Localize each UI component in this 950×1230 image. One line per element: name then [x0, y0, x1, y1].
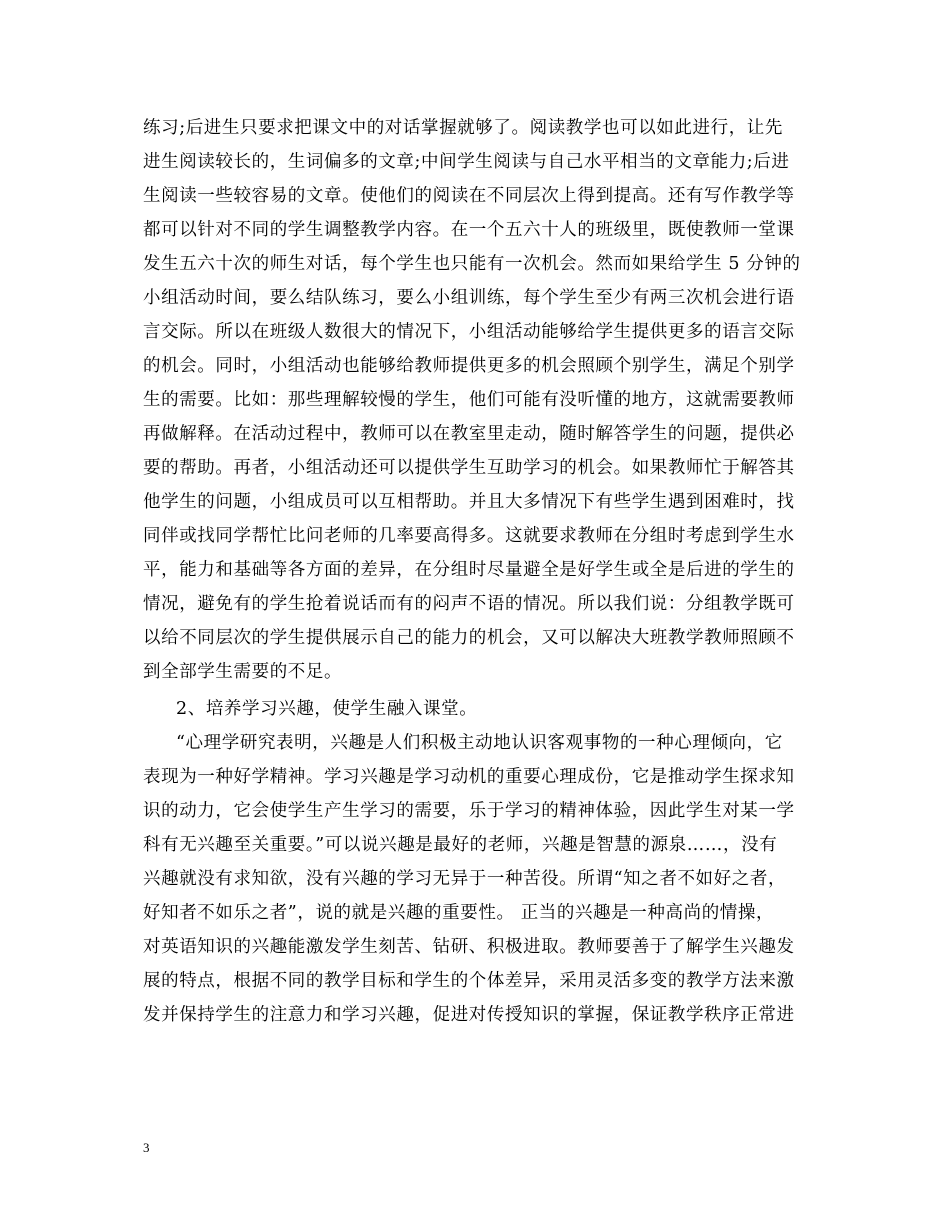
- body-text-line: 发生五六十次的师生对话，每个学生也只能有一次机会。然而如果给学生 5 分钟的: [143, 254, 801, 274]
- body-text-line: 对英语知识的兴趣能激发学生刻苦、钻研、积极进取。教师要善于了解学生兴趣发: [143, 937, 795, 957]
- body-text-line: 平，能力和基础等各方面的差异，在分组时尽量避全是好学生或全是后进的学生的: [143, 560, 795, 580]
- body-text-line: 识的动力，它会使学生产生学习的需要，乐于学习的精神体验，因此学生对某一学: [143, 801, 795, 821]
- body-text-line: 的机会。同时，小组活动也能够给教师提供更多的机会照顾个别学生，满足个别学: [143, 356, 795, 376]
- body-text-line: 兴趣就没有求知欲，没有兴趣的学习无异于一种苦役。所谓“知之者不如好之者，: [143, 869, 787, 889]
- body-text-line: 生的需要。比如：那些理解较慢的学生，他们可能有没听懂的地方，这就需要教师: [143, 390, 795, 410]
- body-text-line: 进生阅读较长的，生词偏多的文章;中间学生阅读与自己水平相当的文章能力;后进: [143, 152, 790, 172]
- body-text-line: 练习;后进生只要求把课文中的对话掌握就够了。阅读教学也可以如此进行，让先: [143, 118, 783, 138]
- body-text-line: “心理学研究表明，兴趣是人们积极主动地认识客观事物的一种心理倾向，它: [176, 733, 783, 753]
- body-text-line: 同伴或找同学帮忙比问老师的几率要高得多。这就要求教师在分组时考虑到学生水: [143, 526, 795, 546]
- body-text-line: 发并保持学生的注意力和学习兴趣，促进对传授知识的掌握，保证教学秩序正常进: [143, 1005, 795, 1025]
- body-text-line: 到全部学生需要的不足。: [143, 662, 343, 682]
- body-text-line: 以给不同层次的学生提供展示自己的能力的机会，又可以解决大班教学教师照顾不: [143, 628, 795, 648]
- body-text-line: 再做解释。在活动过程中，教师可以在教室里走动，随时解答学生的问题，提供必: [143, 424, 795, 444]
- body-text-line: 要的帮助。再者，小组活动还可以提供学生互助学习的机会。如果教师忙于解答其: [143, 458, 795, 478]
- body-text-line: 好知者不如乐之者”，说的就是兴趣的重要性。 正当的兴趣是一种高尚的情操，: [143, 903, 775, 923]
- section-heading: 2、培养学习兴趣，使学生融入课堂。: [176, 699, 478, 719]
- body-text-line: 表现为一种好学精神。学习兴趣是学习动机的重要心理成份，它是推动学生探求知: [143, 767, 795, 787]
- body-text-line: 情况，避免有的学生抢着说话而有的闷声不语的情况。所以我们说：分组教学既可: [143, 594, 795, 614]
- body-text-line: 科有无兴趣至关重要。”可以说兴趣是最好的老师，兴趣是智慧的源泉……，没有: [143, 835, 778, 855]
- body-text-line: 生阅读一些较容易的文章。使他们的阅读在不同层次上得到提高。还有写作教学等: [143, 186, 795, 206]
- body-text-line: 他学生的问题，小组成员可以互相帮助。并且大多情况下有些学生遇到困难时，找: [143, 492, 795, 512]
- page-number: 3: [143, 1140, 150, 1155]
- body-text-line: 言交际。所以在班级人数很大的情况下，小组活动能够给学生提供更多的语言交际: [143, 322, 795, 342]
- body-text-line: 展的特点，根据不同的教学目标和学生的个体差异，采用灵活多变的教学方法来激: [143, 971, 795, 991]
- body-text-line: 都可以针对不同的学生调整教学内容。在一个五六十人的班级里，既使教师一堂课: [143, 220, 795, 240]
- body-text-line: 小组活动时间，要么结队练习，要么小组训练，每个学生至少有两三次机会进行语: [143, 288, 795, 308]
